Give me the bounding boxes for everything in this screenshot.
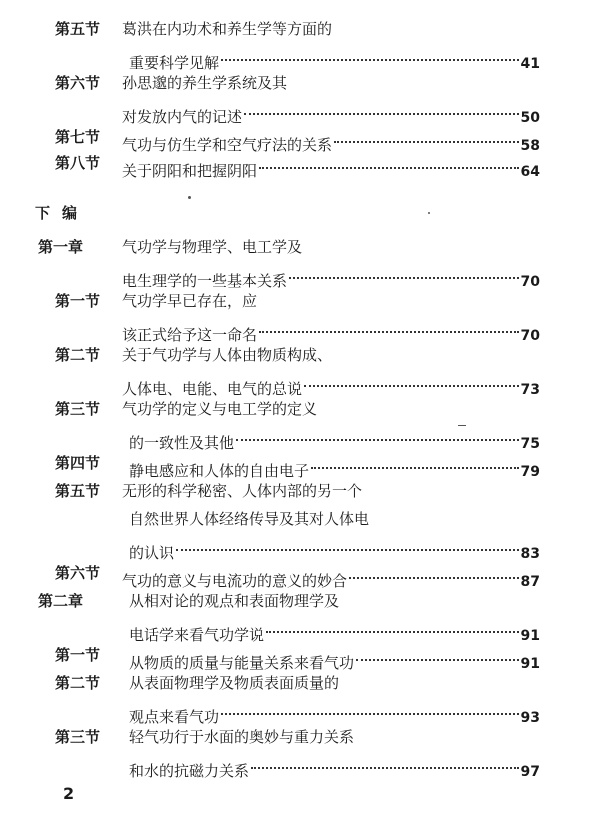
entry-title-line: 气功学早已存在，应 <box>122 292 258 310</box>
entry-label: 第六节 <box>55 564 101 582</box>
entry-page-number: 79 <box>520 464 540 480</box>
entry-page-number: 73 <box>520 382 540 398</box>
toc-entry <box>0 724 592 750</box>
entry-title-line: 轻气功行于水面的奥妙与重力关系 <box>129 728 355 746</box>
scan-speck <box>188 196 191 199</box>
entry-label: 第七节 <box>55 128 101 146</box>
entry-title-line: 重要科学见解 <box>129 54 220 72</box>
entry-page-number: 41 <box>520 56 540 72</box>
leader-row <box>122 150 540 185</box>
chapter-page-number: 70 <box>520 274 540 290</box>
toc-entry <box>0 70 592 96</box>
chapter-entry-continued <box>0 260 592 290</box>
toc-entry <box>0 342 592 368</box>
chapter-title-line: 电话学来看气功学说 <box>129 626 265 644</box>
chapter-title-line: 电生理学的一些基本关系 <box>122 272 288 290</box>
entry-page-number: 97 <box>520 764 540 780</box>
dot-leader <box>219 42 521 68</box>
footer-page-number: 2 <box>63 784 75 803</box>
toc-entry-continued <box>0 42 592 72</box>
entry-label: 第二节 <box>55 346 101 364</box>
part-heading: 下编 <box>35 204 90 222</box>
entry-title-line: 人体电、电能、电气的总说 <box>122 380 303 398</box>
leader-row <box>129 750 540 785</box>
entry-page-number: 70 <box>520 328 540 344</box>
toc-entry <box>0 560 592 590</box>
chapter-title-line: 气功学与物理学、电工学及 <box>122 238 303 256</box>
toc-entry <box>0 670 592 696</box>
entry-page-number: 91 <box>520 656 540 672</box>
entry-title-line: 从物质的质量与能量关系来看气功 <box>129 654 355 672</box>
entry-label: 第三节 <box>55 728 101 746</box>
dot-leader <box>249 750 521 776</box>
toc-entry-continued <box>0 422 592 452</box>
dot-leader <box>264 614 521 640</box>
scan-speck <box>458 425 466 426</box>
toc-entry <box>0 288 592 314</box>
chapter-entry <box>0 234 592 260</box>
entry-label: 第五节 <box>55 482 101 500</box>
entry-label: 第四节 <box>55 454 101 472</box>
dot-leader <box>242 96 521 122</box>
entry-title-line: 关于阴阳和把握阴阳 <box>122 162 258 180</box>
entry-title-line: 气功与仿生学和空气疗法的关系 <box>122 136 333 154</box>
entry-title-line: 无形的科学秘密、人体内部的另一个 <box>122 482 363 500</box>
entry-label: 第二节 <box>55 674 101 692</box>
entry-title-line: 气功学的定义与电工学的定义 <box>122 400 318 418</box>
entry-label: 第一节 <box>55 646 101 664</box>
chapter-label: 第一章 <box>38 238 84 256</box>
entry-title-line: 关于气功学与人体由物质构成、 <box>122 346 333 364</box>
toc-entry <box>0 478 592 504</box>
toc-entry-continued <box>0 96 592 126</box>
entry-label: 第一节 <box>55 292 101 310</box>
chapter-page-number: 91 <box>520 628 540 644</box>
scan-speck <box>428 212 430 214</box>
entry-title-line: 对发放内气的记述 <box>122 108 243 126</box>
dot-leader <box>332 124 521 150</box>
entry-title-line: 和水的抗磁力关系 <box>129 762 250 780</box>
entry-page-number: 58 <box>520 138 540 154</box>
chapter-label: 第二章 <box>38 592 84 610</box>
entry-title-line: 气功的意义与电流功的意义的妙合 <box>122 572 348 590</box>
dot-leader <box>257 150 521 176</box>
entry-title-line: 从表面物理学及物质表面质量的 <box>129 674 340 692</box>
toc-entry-continued <box>0 532 592 562</box>
dot-leader <box>219 696 521 722</box>
entry-label: 第三节 <box>55 400 101 418</box>
dot-leader <box>257 314 521 340</box>
entry-title-line: 该正式给予这一命名 <box>122 326 258 344</box>
dot-leader <box>287 260 521 286</box>
entry-title-line: 的一致性及其他 <box>129 434 235 452</box>
entry-title-line: 静电感应和人体的自由电子 <box>129 462 310 480</box>
dot-leader <box>354 642 521 668</box>
chapter-entry <box>0 588 592 614</box>
toc-entry <box>0 150 592 180</box>
dot-leader <box>309 450 521 476</box>
toc-entry <box>0 124 592 154</box>
entry-page-number: 83 <box>520 546 540 562</box>
entry-title-line: 的认识 <box>129 544 175 562</box>
toc-entry <box>0 16 592 42</box>
entry-page-number: 87 <box>520 574 540 590</box>
chapter-title-line: 从相对论的观点和表面物理学及 <box>129 592 340 610</box>
entry-page-number: 64 <box>520 164 540 180</box>
toc-entry <box>0 642 592 672</box>
entry-title-line: 葛洪在内功术和养生学等方面的 <box>122 20 333 38</box>
entry-title-line: 观点来看气功 <box>129 708 220 726</box>
dot-leader <box>174 532 521 558</box>
toc-entry-continued <box>0 750 592 780</box>
toc-entry <box>0 396 592 422</box>
dot-leader <box>347 560 521 586</box>
entry-title-line: 自然世界人体经络传导及其对人体电 <box>129 510 370 528</box>
toc-entry <box>0 450 592 480</box>
toc-entry-continued <box>0 696 592 726</box>
entry-label: 第五节 <box>55 20 101 38</box>
toc-entry-continued <box>0 314 592 344</box>
chapter-entry-continued <box>0 614 592 644</box>
toc-entry-continued <box>0 506 592 532</box>
entry-label: 第八节 <box>55 154 101 172</box>
entry-page-number: 75 <box>520 436 540 452</box>
toc-entry-continued <box>0 368 592 398</box>
entry-label: 第六节 <box>55 74 101 92</box>
entry-page-number: 50 <box>520 110 540 126</box>
entry-title-line: 孙思邈的养生学系统及其 <box>122 74 288 92</box>
dot-leader <box>302 368 521 394</box>
dot-leader <box>234 422 521 448</box>
entry-page-number: 93 <box>520 710 540 726</box>
